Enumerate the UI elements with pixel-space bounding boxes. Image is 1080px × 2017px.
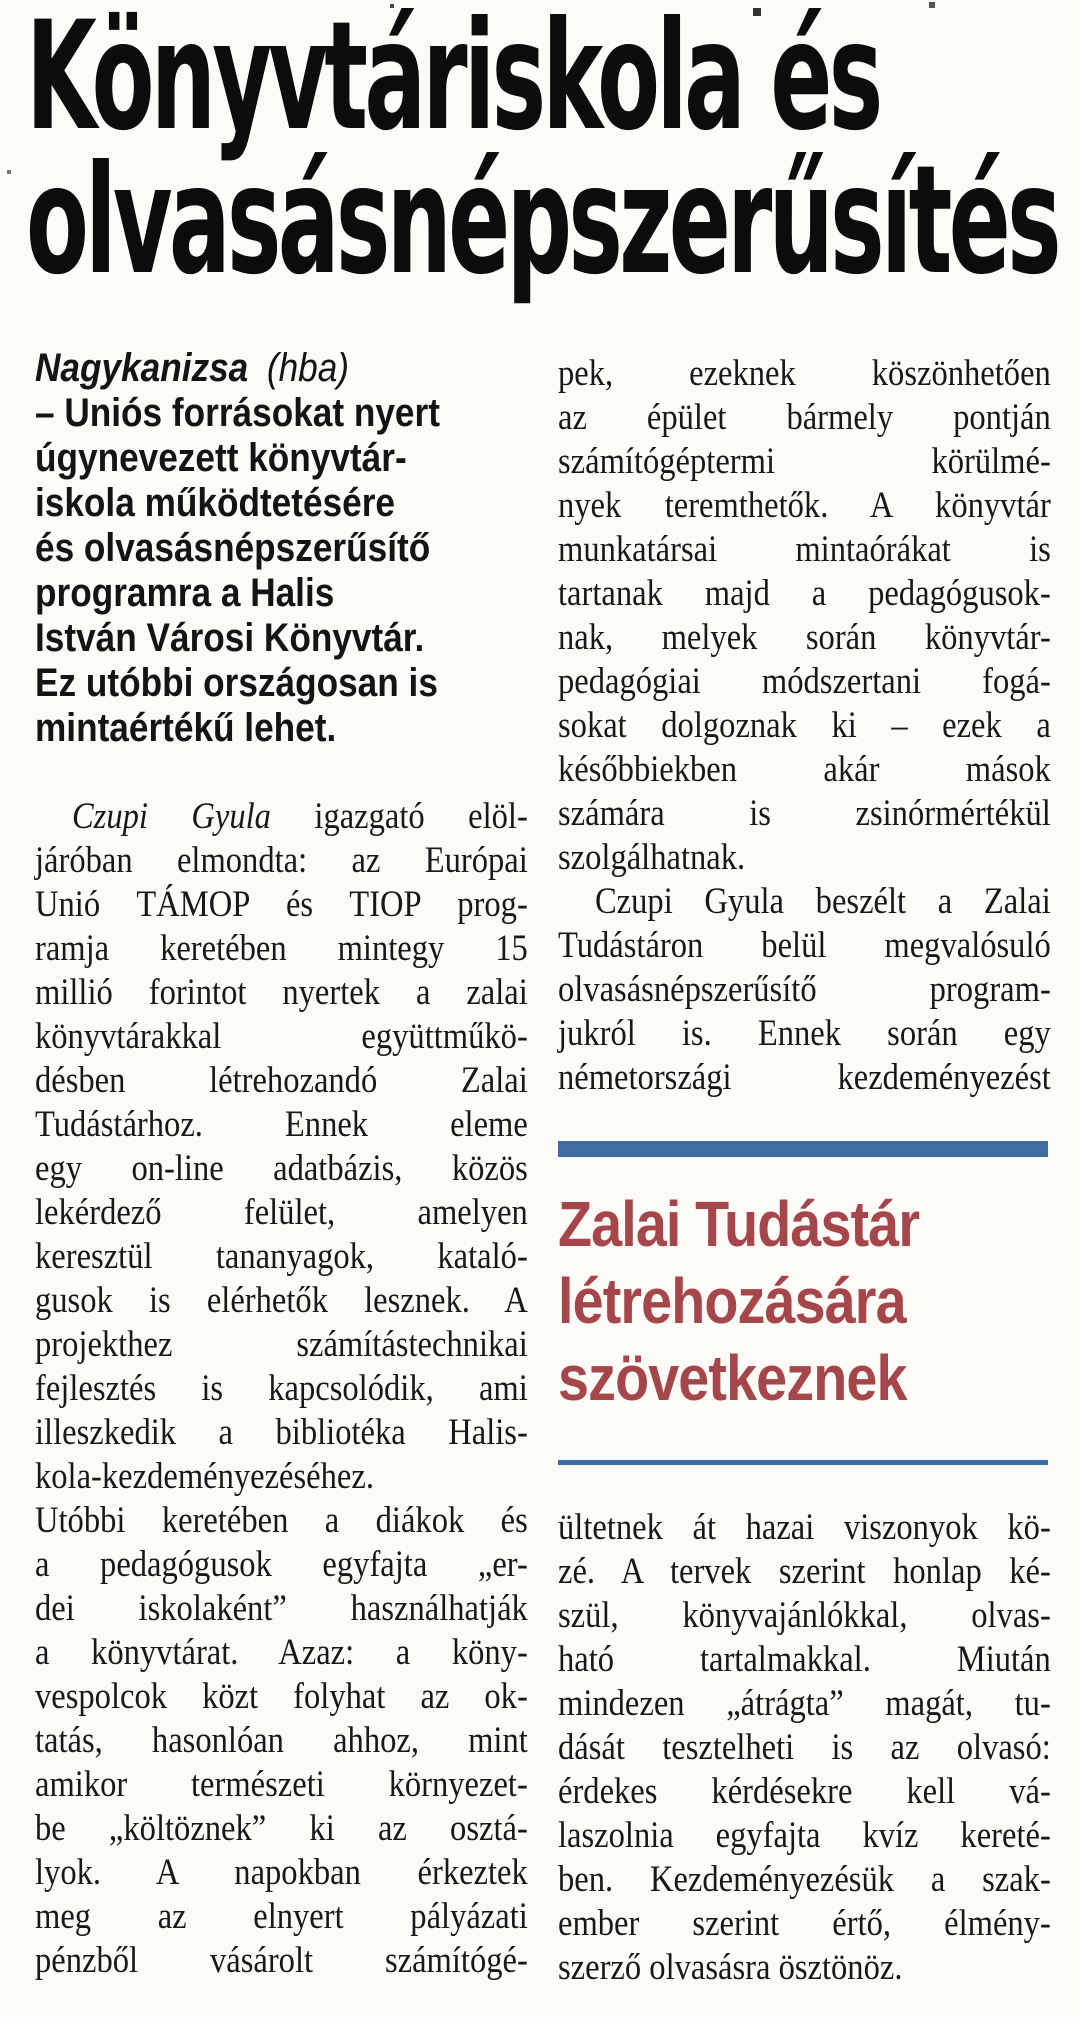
body-line: a könyvtárat. Azaz: a köny- [35,1632,528,1673]
body-line: Czupi Gyula beszélt a Zalai [594,881,1051,922]
lead-line: úgynevezett könyvtár- [35,436,407,480]
body-line: amikor természeti környezet- [35,1764,528,1805]
body-line: munkatársai mintaórákat is [558,529,1051,570]
body-line: Tudástáron belül megvalósuló [558,925,1051,966]
body-line: érdekes kérdésekre kell vá- [558,1771,1051,1812]
body-line: sokat dolgoznak ki – ezek a [558,705,1051,746]
left-column-body [35,795,528,1983]
lead-line: Ez utóbbi országosan is [35,661,438,705]
body-line: későbbiekben akár mások [558,749,1051,790]
dateline: Nagykanizsa [35,346,249,390]
headline-line-1: Könyvtáriskola és [26,0,880,164]
body-line: vespolcok közt folyhat az ok- [35,1676,528,1717]
body-line: szolgálhatnak. [558,837,746,878]
body-line: projekthez számítástechnikai [35,1324,528,1365]
lead-line: iskola működtetésére [35,481,395,525]
body-line: millió forintot nyertek a zalai [35,972,528,1013]
lead-lines [35,391,524,751]
dateline-row [35,346,524,391]
right-column-body-bottom [558,1506,1051,1990]
body-line: dei iskolaként” használhatják [35,1588,528,1629]
pullquote-top-rule [558,1141,1048,1157]
body-line: désben létrehozandó Zalai [35,1060,528,1101]
body-line: az épület bármely pontján [558,397,1051,438]
body-line: nak, melyek során könyvtár- [558,617,1051,658]
lead-line: programra a Halis [35,571,335,615]
lead-line: és olvasásnépszerűsítő [35,526,431,570]
body-line: ültetnek át hazai viszonyok kö- [558,1507,1051,1548]
lead-line: mintaértékű lehet. [35,706,337,750]
italic-name: Czupi Gyula [71,796,271,837]
body-line: keresztül tananyagok, kataló- [35,1236,528,1277]
body-line: be „költöznek” ki az osztá- [35,1808,528,1849]
body-line: dását tesztelheti is az olvasó: [558,1727,1051,1768]
body-line: ember szerint értő, élmény- [558,1903,1051,1944]
body-line: Czupi Gyula igazgató elöl- [71,796,528,837]
body-line: pénzből vásárolt számítógé- [35,1940,528,1981]
body-line: ben. Kezdeményezésük a szak- [558,1859,1051,1900]
body-line: lyok. A napokban érkeztek [35,1852,528,1893]
pullquote-line: Zalai Tudástár [558,1188,920,1260]
body-line: olvasásnépszerűsítő program- [558,969,1051,1010]
body-line: pedagógiai módszertani fogá- [558,661,1051,702]
body-line: tartanak majd a pedagógusok- [558,573,1051,614]
body-line: könyvtárakkal együttműkö- [35,1016,528,1057]
pullquote-line: létrehozására [558,1265,906,1337]
headline-line-2: olvasásnépszerűsítés [26,134,1058,308]
body-line: a pedagógusok egyfajta „er- [35,1544,528,1585]
body-line: számára is zsinórmértékül [558,793,1051,834]
body-line: jukról is. Ennek során egy [558,1013,1051,1054]
pullquote-bottom-rule [558,1460,1048,1465]
right-column-body-top [558,352,1051,1100]
body-line: egy on-line adatbázis, közös [35,1148,528,1189]
body-line: tatás, hasonlóan ahhoz, mint [35,1720,528,1761]
pullquote-subhead [558,1186,1050,1417]
body-line: Unió TÁMOP és TIOP prog- [35,884,528,925]
body-line: laszolnia egyfajta kvíz kereté- [558,1815,1051,1856]
body-line: fejlesztés is kapcsolódik, ami [35,1368,528,1409]
body-line: szerző olvasásra ösztönöz. [558,1947,903,1988]
body-line: ható tartalmakkal. Miután [558,1639,1051,1680]
body-line: kola-kezdeményezéséhez. [35,1456,374,1497]
body-line: zé. A tervek szerint honlap ké- [558,1551,1051,1592]
lead-line: István Városi Könyvtár. [35,616,425,660]
pullquote-line: szövetkeznek [558,1342,907,1414]
body-line: németországi kezdeményezést [558,1057,1051,1098]
body-line: meg az elnyert pályázati [35,1896,528,1937]
lead-line: – Uniós forrásokat nyert [35,391,440,435]
body-line: Utóbbi keretében a diákok és [35,1500,528,1541]
byline: (hba) [266,346,350,390]
body-line: szül, könyvajánlókkal, olvas- [558,1595,1051,1636]
body-line: járóban elmondta: az Európai [35,840,528,881]
body-line: ramja keretében mintegy 15 [35,928,528,969]
body-line: illeszkedik a bibliotéka Halis- [35,1412,528,1453]
body-line: lekérdező felület, amelyen [35,1192,528,1233]
lead-paragraph [35,346,524,751]
body-line: mindezen „átrágta” magát, tu- [558,1683,1051,1724]
body-line: pek, ezeknek köszönhetően [558,353,1051,394]
body-line: nyek teremthetők. A könyvtár [558,485,1051,526]
body-line: számítógéptermi körülmé- [558,441,1051,482]
article-headline [0,0,1080,320]
body-line: Tudástárhoz. Ennek eleme [35,1104,528,1145]
body-line: gusok is elérhetők lesznek. A [35,1280,528,1321]
